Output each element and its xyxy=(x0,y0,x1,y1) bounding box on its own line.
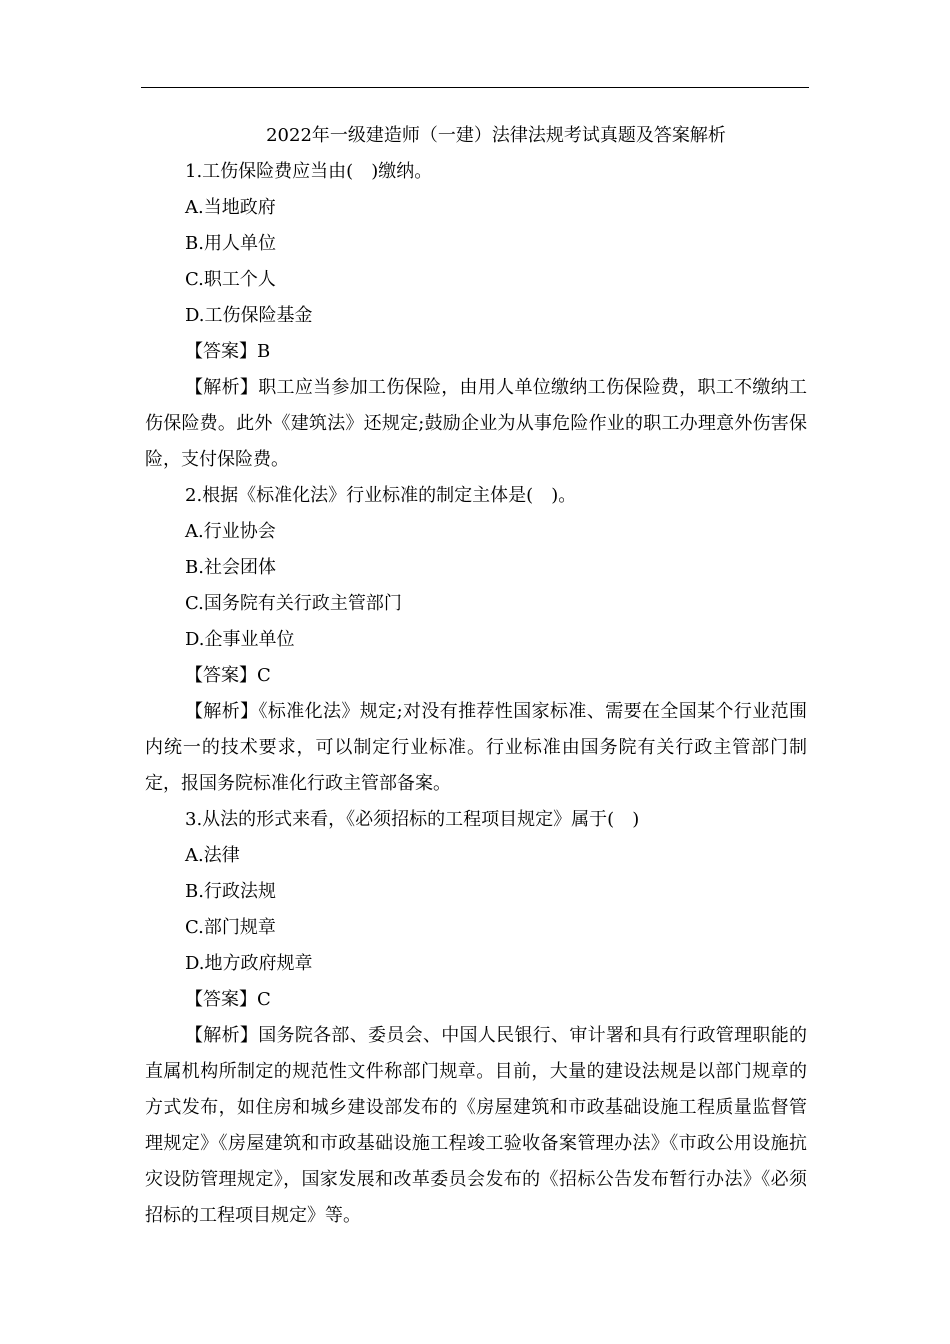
answer-line: 【答案】C xyxy=(185,989,271,1010)
option-a: A.行业协会 xyxy=(185,521,276,542)
question-stem: 1.工伤保险费应当由( )缴纳。 xyxy=(185,161,433,182)
analysis-paragraph: 【解析】国务院各部、委员会、中国人民银行、审计署和具有行政管理职能的直属机构所制定的规范性文件称部门规章。目前，大量的建设法规是以部门规章的方式发布，如住房和城乡建设部发布的《房屋建筑和市政基础设施工程质量监督管理规定》《房屋建筑和市政基础设施工程竣工验收备案管理办法》《市政公用设施抗灾设防管理规定》，国家发展和改革委员会发布的《招标公告发布暂行办法》《必须招标的工程项目规定》等。 xyxy=(145,1025,807,1226)
document-body xyxy=(145,118,807,1234)
answer-line: 【答案】C xyxy=(185,665,271,686)
option-b: B.社会团体 xyxy=(185,557,276,578)
question-block xyxy=(145,802,807,1234)
question-block xyxy=(145,154,807,478)
document-title: 2022年一级建造师（一建）法律法规考试真题及答案解析 xyxy=(266,125,726,146)
option-d: D.地方政府规章 xyxy=(185,953,313,974)
option-d: D.企事业单位 xyxy=(185,629,295,650)
analysis-paragraph: 【解析】《标准化法》规定;对没有推荐性国家标准、需要在全国某个行业范围内统一的技术要求，可以制定行业标准。行业标准由国务院有关行政主管部门制定，报国务院标准化行政主管部备案。 xyxy=(145,701,807,794)
analysis-paragraph: 【解析】职工应当参加工伤保险，由用人单位缴纳工伤保险费，职工不缴纳工伤保险费。此外《建筑法》还规定;鼓励企业为从事危险作业的职工办理意外伤害保险，支付保险费。 xyxy=(145,377,807,470)
question-block xyxy=(145,478,807,802)
answer-line: 【答案】B xyxy=(185,341,271,362)
question-stem: 3.从法的形式来看，《必须招标的工程项目规定》属于( ) xyxy=(185,809,640,830)
question-stem: 2.根据《标准化法》行业标准的制定主体是( )。 xyxy=(185,485,577,506)
option-b: B.行政法规 xyxy=(185,881,276,902)
header-rule xyxy=(141,87,809,88)
option-d: D.工伤保险基金 xyxy=(185,305,313,326)
option-c: C.职工个人 xyxy=(185,269,276,290)
option-c: C.国务院有关行政主管部门 xyxy=(185,593,402,614)
option-a: A.当地政府 xyxy=(185,197,276,218)
option-c: C.部门规章 xyxy=(185,917,276,938)
option-b: B.用人单位 xyxy=(185,233,276,254)
option-a: A.法律 xyxy=(185,845,240,866)
